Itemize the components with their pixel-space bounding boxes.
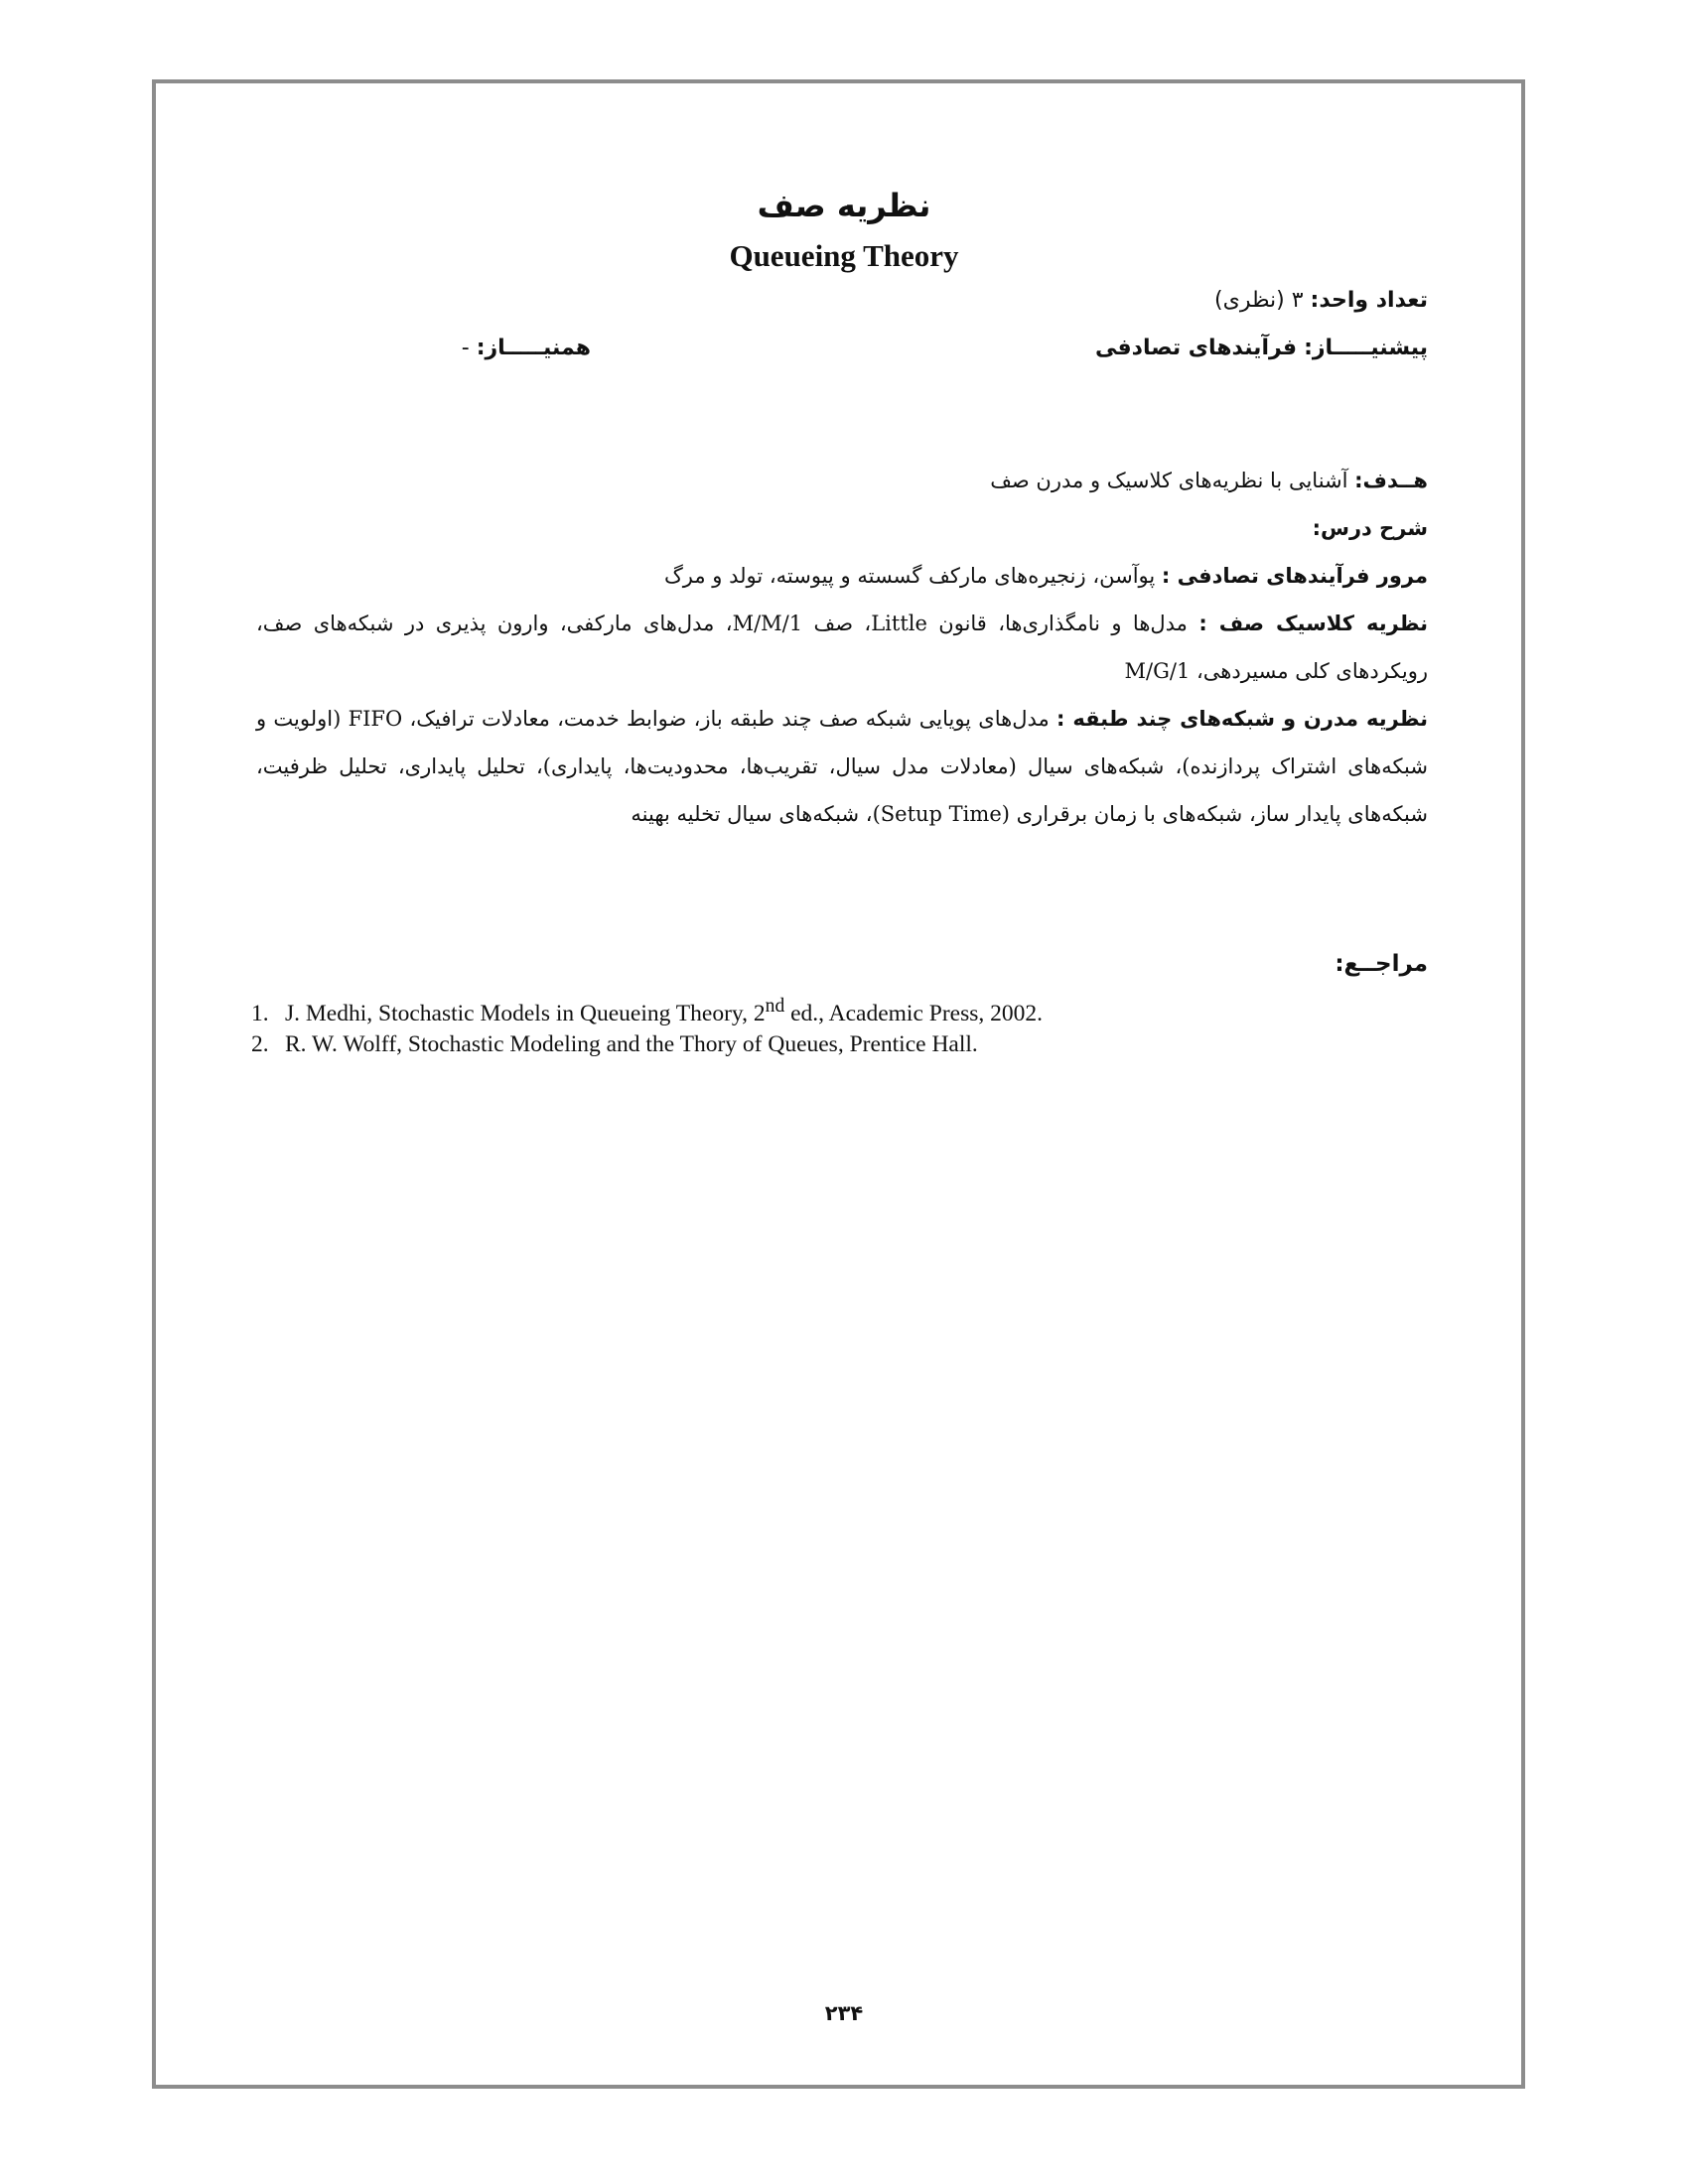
credit-units-label: تعداد واحد: — [1310, 288, 1428, 313]
goal-text: آشنایی با نظریه‌های کلاسیک و مدرن صف — [990, 469, 1348, 492]
corequisite-label: همنیـــــاز: — [476, 336, 591, 360]
credit-units-value: ۳ (نظری) — [1214, 288, 1304, 313]
reference-text: R. W. Wolff, Stochastic Modeling and the Thory of Queues, Prentice Hall. — [285, 1030, 978, 1057]
corequisite — [462, 336, 591, 360]
section-label: نظریه کلاسیک صف : — [1198, 612, 1428, 635]
section-label: مرور فرآیندهای تصادفی : — [1161, 564, 1428, 588]
reference-item — [251, 991, 1043, 1029]
references-list — [251, 991, 1043, 1060]
section-text: پوآسن، زنجیره‌های مارکف گسسته و پیوسته، تولد و مرگ — [663, 564, 1156, 588]
reference-number: 2. — [251, 1030, 269, 1057]
prerequisite-label: پیشنیـــــاز: — [1304, 336, 1428, 360]
goal-label: هــدف: — [1354, 469, 1428, 492]
course-description — [256, 457, 1428, 838]
page-title-english: Queueing Theory — [729, 238, 959, 273]
prerequisite-value: فرآیندهای تصادفی — [1095, 336, 1298, 360]
credit-units — [1214, 288, 1428, 313]
goal-line — [256, 457, 1428, 504]
description-section — [256, 695, 1428, 838]
prerequisite — [1095, 336, 1428, 360]
section-label: نظریه مدرن و شبکه‌های چند طبقه : — [1056, 707, 1428, 731]
description-section — [256, 600, 1428, 695]
page-title-persian: نظریه صف — [757, 187, 931, 224]
reference-item — [251, 1029, 1043, 1060]
corequisite-value: - — [461, 336, 470, 360]
reference-number: 1. — [251, 1000, 269, 1026]
description-heading-line — [256, 504, 1428, 552]
section-text: مدل‌های پویایی شبکه صف چند طبقه باز، ضوابط خدمت، معادلات ترافیک، FIFO (اولویت و شبکه‌های اشتراک پردازنده)، شبکه‌های سیال (معادلات مدل سیال، تقریب‌ها، محدودیت‌ها، پایداری)، تحلیل پایداری، تحلیل ظرفیت، شبکه‌های پایدار ساز، شبکه‌های با زمان برقراری (Setup Time)، شبکه‌های سیال تخلیه بهینه — [256, 707, 1428, 826]
page-number: ۲۳۴ — [824, 2001, 864, 2025]
references-heading: مراجــع: — [1335, 951, 1428, 977]
reference-superscript: nd — [765, 996, 785, 1017]
page-border — [152, 79, 1525, 2089]
description-heading: شرح درس: — [1312, 516, 1428, 540]
reference-text: J. Medhi, Stochastic Models in Queueing Theory, 2 — [285, 1000, 766, 1026]
section-text: مدل‌ها و نامگذاری‌ها، قانون Little، صف M/M/1، مدل‌های مارکفی، وارون پذیری در شبکه‌های صف، رویکردهای کلی مسیردهی، M/G/1 — [256, 612, 1428, 683]
description-section — [256, 552, 1428, 600]
reference-text-tail: ed., Academic Press, 2002. — [784, 1000, 1043, 1026]
